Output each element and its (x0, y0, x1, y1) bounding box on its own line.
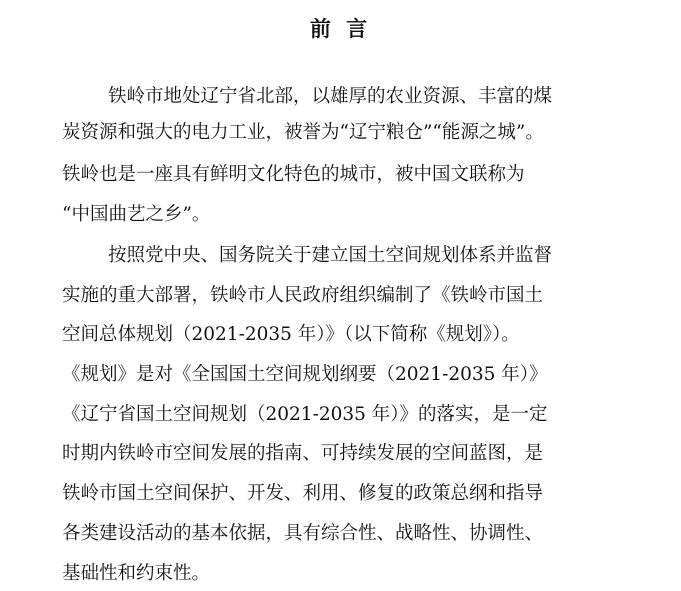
paragraph-2-line-8: 各类建设活动的基本依据，具有综合性、战略性、协调性、 (62, 523, 544, 544)
paragraph-1-line-2: 炭资源和强大的电力工业，被誉为“辽宁粮仓”“能源之城”。 (62, 122, 544, 143)
paragraph-2-line-3: 空间总体规划（2021-2035 年）》（以下简称《规划》）。 (62, 324, 520, 345)
paragraph-2-line-2: 实施的重大部署，铁岭市人民政府组织编制了《铁岭市国土 (62, 285, 544, 306)
paragraph-2-line-1: 按照党中央、国务院关于建立国土空间规划体系并监督 (108, 245, 553, 266)
paragraph-1-line-1: 铁岭市地处辽宁省北部，以雄厚的农业资源、丰富的煤 (108, 86, 553, 107)
paragraph-1-line-4: “中国曲艺之乡”。 (62, 204, 211, 225)
paragraph-1-line-3: 铁岭也是一座具有鲜明文化特色的城市，被中国文联称为 (62, 164, 525, 185)
paragraph-2-line-6: 时期内铁岭市空间发展的指南、可持续发展的空间蓝图，是 (62, 443, 544, 464)
paragraph-2-line-9: 基础性和约束性。 (62, 563, 211, 584)
page-title: 前 言 (309, 16, 372, 41)
paragraph-2-line-4: 《规划》是对《全国国土空间规划纲要（2021-2035 年）》 (62, 364, 548, 385)
paragraph-2-line-7: 铁岭市国土空间保护、开发、利用、修复的政策总纲和指导 (62, 483, 544, 504)
paragraph-2-line-5: 《辽宁省国土空间规划（2021-2035 年）》的落实，是一定 (62, 404, 548, 425)
